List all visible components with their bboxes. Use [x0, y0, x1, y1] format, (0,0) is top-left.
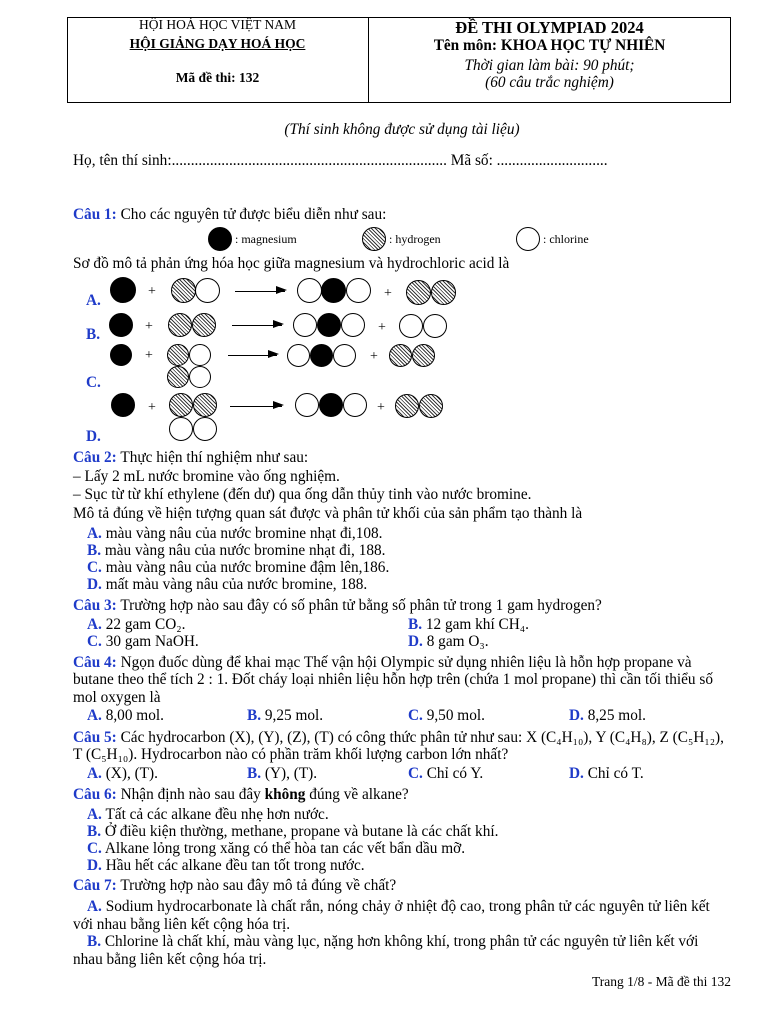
chlorine-atom-icon [399, 314, 423, 338]
option-c [87, 559, 389, 576]
reaction-arrow-icon [230, 406, 282, 407]
magnesium-atom-icon [310, 344, 333, 367]
hydrogen-atom-icon [389, 344, 412, 367]
chlorine-atom-icon [189, 344, 211, 366]
chlorine-atom-icon [189, 366, 211, 388]
option-text: 9,25 mol. [264, 707, 324, 724]
option-text: màu vàng nâu của nước bromine nhạt đi,108. [105, 525, 383, 542]
question-1 [73, 206, 386, 223]
chlorine-atom-icon [293, 313, 317, 337]
chlorine-atom-icon [195, 278, 220, 303]
option-a [87, 806, 329, 823]
question-text: Các hydrocarbon (X), (Y), (Z), (T) có công thức phân tử như sau: X (C₄H₁₀), Y (C₄H₈), Z (C₅H₁₂), [120, 729, 724, 746]
option-letter: B. [408, 616, 423, 633]
hydrogen-atom-icon [171, 278, 196, 303]
option-letter: A. [87, 898, 102, 915]
option-b [87, 823, 498, 840]
option-d [87, 576, 367, 593]
magnesium-atom-icon [110, 344, 132, 366]
candidate-info-line: Họ, tên thí sinh:........................................................................ Mã số: ............................. [73, 152, 608, 169]
question-line: – Sục từ từ khí ethylene (đến dư) qua ống dẫn thủy tinh vào nước bromine. [73, 486, 532, 503]
question-line: butane theo thể tích 2 : 1. Đốt cháy loại nhiên liệu hỗn hợp trên (chứa 1 mol propane) thì cần tối thiểu số [73, 671, 713, 688]
question-stem: Sơ đồ mô tả phản ứng hóa học giữa magnesium và hydrochloric acid là [73, 255, 510, 272]
reaction-arrow-icon [232, 325, 282, 326]
chlorine-atom-icon [193, 417, 217, 441]
option-text: màu vàng nâu của nước bromine nhạt đi, 188. [104, 542, 386, 559]
hydrogen-atom-icon [168, 313, 192, 337]
plus-sign: + [145, 348, 153, 363]
option-text: Hầu hết các alkane đều tan tốt trong nước. [105, 857, 365, 874]
option-a [87, 525, 382, 542]
question-label: Câu 4: [73, 654, 117, 671]
option-letter: D. [569, 765, 584, 782]
option-letter: C. [87, 840, 102, 857]
reaction-arrow-icon [235, 291, 285, 292]
option-d [569, 765, 644, 782]
chlorine-atom-icon [169, 417, 193, 441]
option-b [408, 616, 529, 633]
question-label: Câu 6: [73, 786, 117, 803]
hydrogen-atom-icon [431, 280, 456, 305]
option-text: Alkane lỏng trong xăng có thể hòa tan các vết bẩn dầu mỡ. [104, 840, 466, 857]
option-text: 22 gam CO₂. [105, 616, 186, 633]
option-text: 9,50 mol. [426, 707, 485, 724]
option-letter: B. [247, 707, 262, 724]
plus-sign: + [377, 400, 385, 415]
question-label: Câu 2: [73, 449, 117, 466]
option-letter: A. [87, 765, 102, 782]
question-line: T (C₅H₁₀). Hydrocarbon nào có phần trăm khối lượng carbon lớn nhất? [73, 746, 509, 763]
question-label: Câu 1: [73, 206, 117, 223]
legend-hydrogen: : hydrogen [389, 232, 441, 246]
legend-magnesium: : magnesium [235, 232, 297, 246]
chlorine-atom-icon [287, 344, 310, 367]
option-d-label: D. [86, 428, 101, 445]
option-c-label: C. [86, 374, 101, 391]
option-b [247, 707, 323, 724]
page-footer: Trang 1/8 - Mã đề thi 132 [592, 974, 731, 989]
option-letter: D. [569, 707, 584, 724]
option-text: Tất cả các alkane đều nhẹ hơn nước. [105, 806, 329, 823]
option-text: mất màu vàng nâu của nước bromine, 188. [105, 576, 368, 593]
plus-sign: + [148, 400, 156, 415]
magnesium-atom-icon [109, 313, 133, 337]
question-5 [73, 729, 724, 746]
option-text: Chỉ có Y. [426, 765, 484, 782]
option-b [87, 933, 698, 950]
option-text: Ở điều kiện thường, methane, propane và butane là các chất khí. [104, 823, 499, 840]
option-a [87, 765, 158, 782]
chlorine-atom-icon [295, 393, 319, 417]
hydrogen-atom-icon [192, 313, 216, 337]
hydrogen-atom-icon [167, 366, 189, 388]
option-letter: B. [247, 765, 262, 782]
option-letter: A. [87, 525, 102, 542]
magnesium-atom-icon [208, 227, 232, 251]
option-d [87, 857, 365, 874]
chlorine-atom-icon [346, 278, 371, 303]
exam-duration: Thời gian làm bài: 90 phút; [464, 57, 635, 74]
reaction-arrow-icon [228, 355, 277, 356]
question-text: đúng về alkane? [309, 786, 409, 803]
option-letter: C. [87, 633, 102, 650]
option-letter: C. [408, 765, 423, 782]
option-text: Chlorine là chất khí, màu vàng lục, nặng hơn không khí, trong phân tử các nguyên tử liên kết với [104, 933, 699, 950]
chlorine-atom-icon [343, 393, 367, 417]
magnesium-atom-icon [111, 393, 135, 417]
option-a-continued: với nhau bằng liên kết cộng hóa trị. [73, 916, 291, 933]
option-text: 30 gam NaOH. [105, 633, 199, 650]
option-c [87, 633, 199, 650]
magnesium-atom-icon [319, 393, 343, 417]
question-7 [73, 877, 396, 894]
question-text: Thực hiện thí nghiệm như sau: [120, 449, 309, 466]
question-label: Câu 7: [73, 877, 117, 894]
option-letter: A. [87, 806, 102, 823]
question-text-emphasis: không [264, 786, 306, 803]
question-3 [73, 597, 602, 614]
option-b-continued: nhau bằng liên kết cộng hóa trị. [73, 951, 267, 968]
subject-name: Tên môn: KHOA HỌC TỰ NHIÊN [433, 37, 666, 54]
hydrogen-atom-icon [169, 393, 193, 417]
option-letter: B. [87, 542, 102, 559]
question-text: Trường hợp nào sau đây có số phân tử bằng số phân tử trong 1 gam hydrogen? [120, 597, 602, 614]
hydrogen-atom-icon [419, 394, 443, 418]
option-d [408, 633, 489, 650]
hydrogen-atom-icon [362, 227, 386, 251]
chlorine-atom-icon [333, 344, 356, 367]
option-b-label: B. [86, 326, 101, 343]
option-c [87, 840, 465, 857]
option-text: 12 gam khí CH₄. [425, 616, 529, 633]
magnesium-atom-icon [317, 313, 341, 337]
option-letter: B. [87, 933, 102, 950]
magnesium-atom-icon [110, 277, 136, 303]
sub-organization-name: HỘI GIẢNG DẠY HOÁ HỌC [129, 36, 306, 51]
hydrogen-atom-icon [406, 280, 431, 305]
hydrogen-atom-icon [167, 344, 189, 366]
option-c [408, 707, 485, 724]
question-line: Mô tả đúng về hiện tượng quan sát được và phân tử khối của sản phẩm tạo thành là [73, 505, 583, 522]
hydrogen-atom-icon [412, 344, 435, 367]
plus-sign: + [148, 284, 156, 299]
question-count: (60 câu trắc nghiệm) [485, 74, 614, 91]
option-a [87, 707, 164, 724]
exam-code: Mã đề thi: 132 [175, 70, 260, 85]
question-text: Nhận định nào sau đây [120, 786, 261, 803]
option-text: Sodium hydrocarbonate là chất rắn, nóng chảy ở nhiệt độ cao, trong phân tử các nguyên tử liên kết [105, 898, 710, 915]
option-letter: C. [408, 707, 423, 724]
hydrogen-atom-icon [395, 394, 419, 418]
chlorine-atom-icon [516, 227, 540, 251]
option-letter: A. [87, 707, 102, 724]
option-letter: B. [87, 823, 102, 840]
option-text: (X), (T). [105, 765, 158, 782]
option-d [569, 707, 646, 724]
question-4 [73, 654, 692, 671]
option-a-label: A. [86, 292, 101, 309]
option-a [87, 898, 710, 915]
chlorine-atom-icon [423, 314, 447, 338]
option-b [247, 765, 317, 782]
question-label: Câu 5: [73, 729, 117, 746]
plus-sign: + [145, 319, 153, 334]
plus-sign: + [370, 349, 378, 364]
question-line: mol oxygen là [73, 689, 161, 706]
question-line: – Lấy 2 mL nước bromine vào ống nghiệm. [73, 468, 340, 485]
option-text: 8,00 mol. [105, 707, 164, 724]
option-text: màu vàng nâu của nước bromine đậm lên,186. [105, 559, 390, 576]
question-text: Cho các nguyên tử được biểu diễn như sau: [120, 206, 387, 223]
chlorine-atom-icon [297, 278, 322, 303]
organization-name: HỘI HOÁ HỌC VIỆT NAM [139, 17, 296, 32]
option-b [87, 542, 385, 559]
option-letter: A. [87, 616, 102, 633]
exam-note: (Thí sinh không được sử dụng tài liệu) [284, 121, 520, 138]
hydrogen-atom-icon [193, 393, 217, 417]
exam-title: ĐỀ THI OLYMPIAD 2024 [455, 18, 644, 37]
plus-sign: + [384, 286, 392, 301]
option-letter: C. [87, 559, 102, 576]
question-text: Ngọn đuốc dùng để khai mạc Thế vận hội Olympic sử dụng nhiên liệu là hỗn hợp propane và [120, 654, 692, 671]
question-2 [73, 449, 308, 466]
option-a [87, 616, 185, 633]
chlorine-atom-icon [341, 313, 365, 337]
legend-chlorine: : chlorine [543, 232, 589, 246]
question-text: Trường hợp nào sau đây mô tả đúng về chất? [120, 877, 397, 894]
question-label: Câu 3: [73, 597, 117, 614]
option-letter: D. [87, 576, 102, 593]
option-text: (Y), (T). [264, 765, 318, 782]
option-letter: D. [87, 857, 102, 874]
plus-sign: + [378, 320, 386, 335]
option-text: 8 gam O₃. [426, 633, 489, 650]
option-c [408, 765, 483, 782]
magnesium-atom-icon [321, 278, 346, 303]
option-text: 8,25 mol. [587, 707, 646, 724]
question-6 [73, 786, 409, 803]
option-text: Chỉ có T. [587, 765, 644, 782]
option-letter: D. [408, 633, 423, 650]
